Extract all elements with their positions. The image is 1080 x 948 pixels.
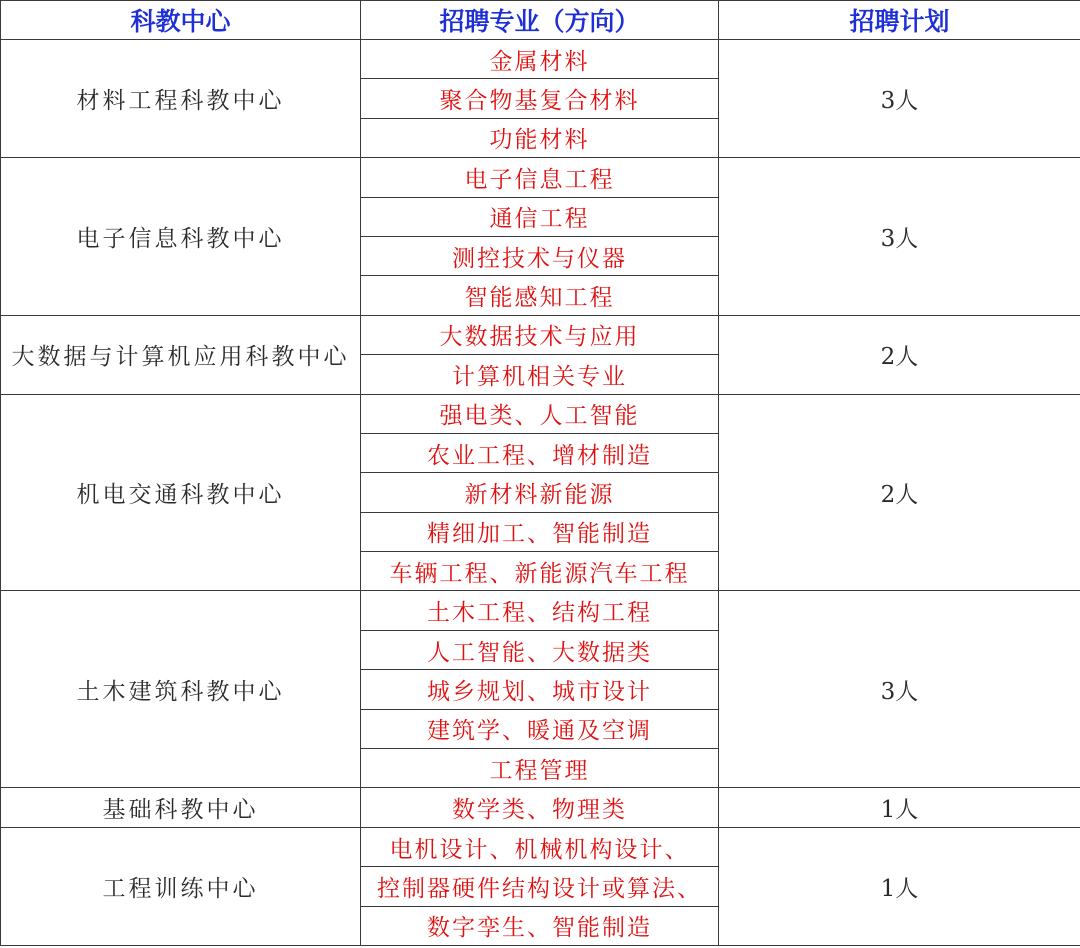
major-cell: 电子信息工程 — [361, 158, 719, 197]
major-cell: 通信工程 — [361, 197, 719, 236]
major-cell: 数学类、物理类 — [361, 788, 719, 827]
major-cell: 精细加工、智能制造 — [361, 512, 719, 551]
center-name-cell: 机电交通科教中心 — [1, 394, 361, 591]
major-cell: 测控技术与仪器 — [361, 236, 719, 275]
table-row — [1, 40, 1080, 79]
major-cell: 聚合物基复合材料 — [361, 79, 719, 118]
major-cell: 金属材料 — [361, 40, 719, 79]
major-cell: 强电类、人工智能 — [361, 394, 719, 433]
header-major: 招聘专业（方向） — [361, 1, 719, 40]
table-row — [1, 788, 1080, 827]
major-cell: 新材料新能源 — [361, 473, 719, 512]
center-name-cell: 土木建筑科教中心 — [1, 591, 361, 788]
center-name-cell: 大数据与计算机应用科教中心 — [1, 315, 361, 394]
major-cell: 工程管理 — [361, 749, 719, 788]
header-plan: 招聘计划 — [719, 1, 1080, 40]
table-row — [1, 394, 1080, 433]
plan-count-cell: 3人 — [719, 40, 1080, 158]
major-cell: 土木工程、结构工程 — [361, 591, 719, 630]
plan-count-cell: 1人 — [719, 827, 1080, 945]
plan-count-cell: 2人 — [719, 315, 1080, 394]
plan-count-cell: 3人 — [719, 158, 1080, 316]
major-cell: 车辆工程、新能源汽车工程 — [361, 552, 719, 591]
major-cell: 城乡规划、城市设计 — [361, 670, 719, 709]
header-row — [1, 1, 1080, 40]
plan-count-cell: 2人 — [719, 394, 1080, 591]
header-center: 科教中心 — [1, 1, 361, 40]
major-cell: 建筑学、暖通及空调 — [361, 709, 719, 748]
table-body — [1, 40, 1080, 946]
major-cell: 电机设计、机械机构设计、 — [361, 827, 719, 866]
plan-count-cell: 3人 — [719, 591, 1080, 788]
table-row — [1, 591, 1080, 630]
center-name-cell: 材料工程科教中心 — [1, 40, 361, 158]
major-cell: 数字孪生、智能制造 — [361, 906, 719, 945]
major-cell: 控制器硬件结构设计或算法、 — [361, 867, 719, 906]
center-name-cell: 电子信息科教中心 — [1, 158, 361, 316]
major-cell: 功能材料 — [361, 118, 719, 157]
table-row — [1, 158, 1080, 197]
major-cell: 大数据技术与应用 — [361, 315, 719, 354]
table-row — [1, 827, 1080, 866]
table-row — [1, 315, 1080, 354]
center-name-cell: 基础科教中心 — [1, 788, 361, 827]
major-cell: 农业工程、增材制造 — [361, 433, 719, 472]
major-cell: 计算机相关专业 — [361, 355, 719, 394]
plan-count-cell: 1人 — [719, 788, 1080, 827]
center-name-cell: 工程训练中心 — [1, 827, 361, 945]
major-cell: 人工智能、大数据类 — [361, 630, 719, 669]
major-cell: 智能感知工程 — [361, 276, 719, 315]
